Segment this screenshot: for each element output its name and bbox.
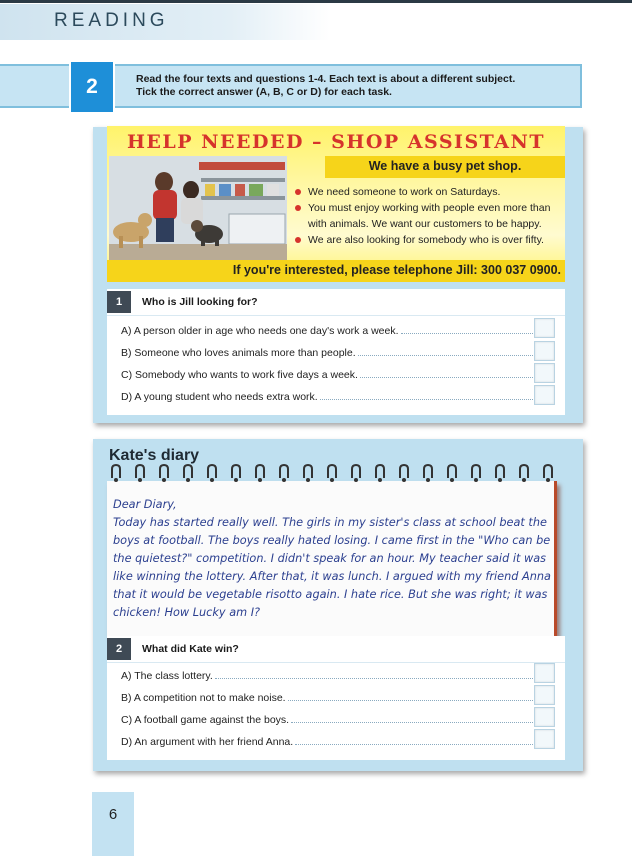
answer-checkbox-d[interactable] — [534, 385, 555, 405]
job-advert — [107, 126, 565, 282]
answer-checkbox-c[interactable] — [534, 363, 555, 383]
advert-bullet-list — [292, 184, 562, 248]
answer-checkbox-c[interactable] — [534, 707, 555, 727]
question-text: Who is Jill looking for? — [142, 296, 258, 308]
advert-bullet: You must enjoy working with people even more than with animals. We want our customers to be happy. — [292, 200, 562, 232]
answer-checkbox-d[interactable] — [534, 729, 555, 749]
answer-option-d — [121, 387, 537, 403]
diary-title: Kate's diary — [109, 447, 200, 464]
question-number: 1 — [107, 291, 131, 313]
exercise-number: 2 — [69, 60, 115, 114]
question-box-1 — [107, 289, 565, 415]
answer-option-label: D) An argument with her friend Anna. — [121, 736, 294, 748]
answer-option-c — [121, 710, 537, 726]
advert-bullet: We are also looking for somebody who is over fifty. — [292, 232, 562, 248]
question-text: What did Kate win? — [142, 643, 239, 655]
pet-shop-illustration — [109, 156, 287, 260]
answer-option-d — [121, 732, 537, 748]
answer-checkbox-b[interactable] — [534, 341, 555, 361]
dotted-leader — [360, 377, 537, 378]
top-rule — [0, 0, 632, 3]
advert-bullet: We need someone to work on Saturdays. — [292, 184, 562, 200]
question-header — [107, 291, 565, 316]
dotted-leader — [215, 678, 537, 679]
answer-option-label: C) A football game against the boys. — [121, 714, 290, 726]
answer-option-label: C) Somebody who wants to work five days a week. — [121, 369, 358, 381]
answer-option-b — [121, 688, 537, 704]
answer-option-a — [121, 321, 537, 337]
dotted-leader — [288, 700, 537, 701]
answer-option-c — [121, 365, 537, 381]
section-title: READING — [54, 10, 169, 31]
answer-option-label: A) A person older in age who needs one day's work a week. — [121, 325, 399, 337]
advert-contact: If you're interested, please telephone Jill: 300 037 0900. — [232, 263, 561, 277]
dotted-leader — [358, 355, 537, 356]
question-box-2 — [107, 636, 565, 760]
spiral-binding-icon — [108, 462, 558, 484]
advert-title: HELP NEEDED – SHOP ASSISTANT — [126, 131, 546, 153]
instruction-line-1: Read the four texts and questions 1-4. Each text is about a different subject. — [136, 73, 516, 85]
answer-option-label: B) A competition not to make noise. — [121, 692, 286, 704]
answer-checkbox-a[interactable] — [534, 663, 555, 683]
diary-greeting: Dear Diary, — [113, 498, 177, 511]
answer-option-label: D) A young student who needs extra work. — [121, 391, 318, 403]
page-number: 6 — [108, 806, 118, 823]
instruction-line-2: Tick the correct answer (A, B, C or D) for each task. — [136, 86, 392, 98]
answer-checkbox-b[interactable] — [534, 685, 555, 705]
dotted-leader — [295, 744, 537, 745]
answer-option-b — [121, 343, 537, 359]
page-number-tab — [92, 792, 134, 856]
answer-option-a — [121, 666, 537, 682]
diary-entry — [113, 496, 553, 622]
answer-checkbox-a[interactable] — [534, 318, 555, 338]
dotted-leader — [320, 399, 537, 400]
dotted-leader — [291, 722, 537, 723]
diary-body: Today has started really well. The girls in my sister's class at school beat the boys at football. The boys really hated losing. I came first in the "Who can be the quietest?" competition. I didn't speak for an hour. My teacher said it was like winning the lottery. After that, it was lunch. I argued with my friend Anna that it would be vegetable risotto again. I hate rice. But she was right; it was chicken! How Lucky am I? — [113, 516, 551, 619]
pet-shop-photo — [109, 156, 287, 260]
question-number: 2 — [107, 638, 131, 660]
answer-option-label: B) Someone who loves animals more than people. — [121, 347, 356, 359]
instruction-text — [136, 73, 556, 99]
dotted-leader — [401, 333, 537, 334]
answer-option-label: A) The class lottery. — [121, 670, 213, 682]
question-header — [107, 638, 565, 663]
advert-subtitle: We have a busy pet shop. — [368, 159, 522, 173]
